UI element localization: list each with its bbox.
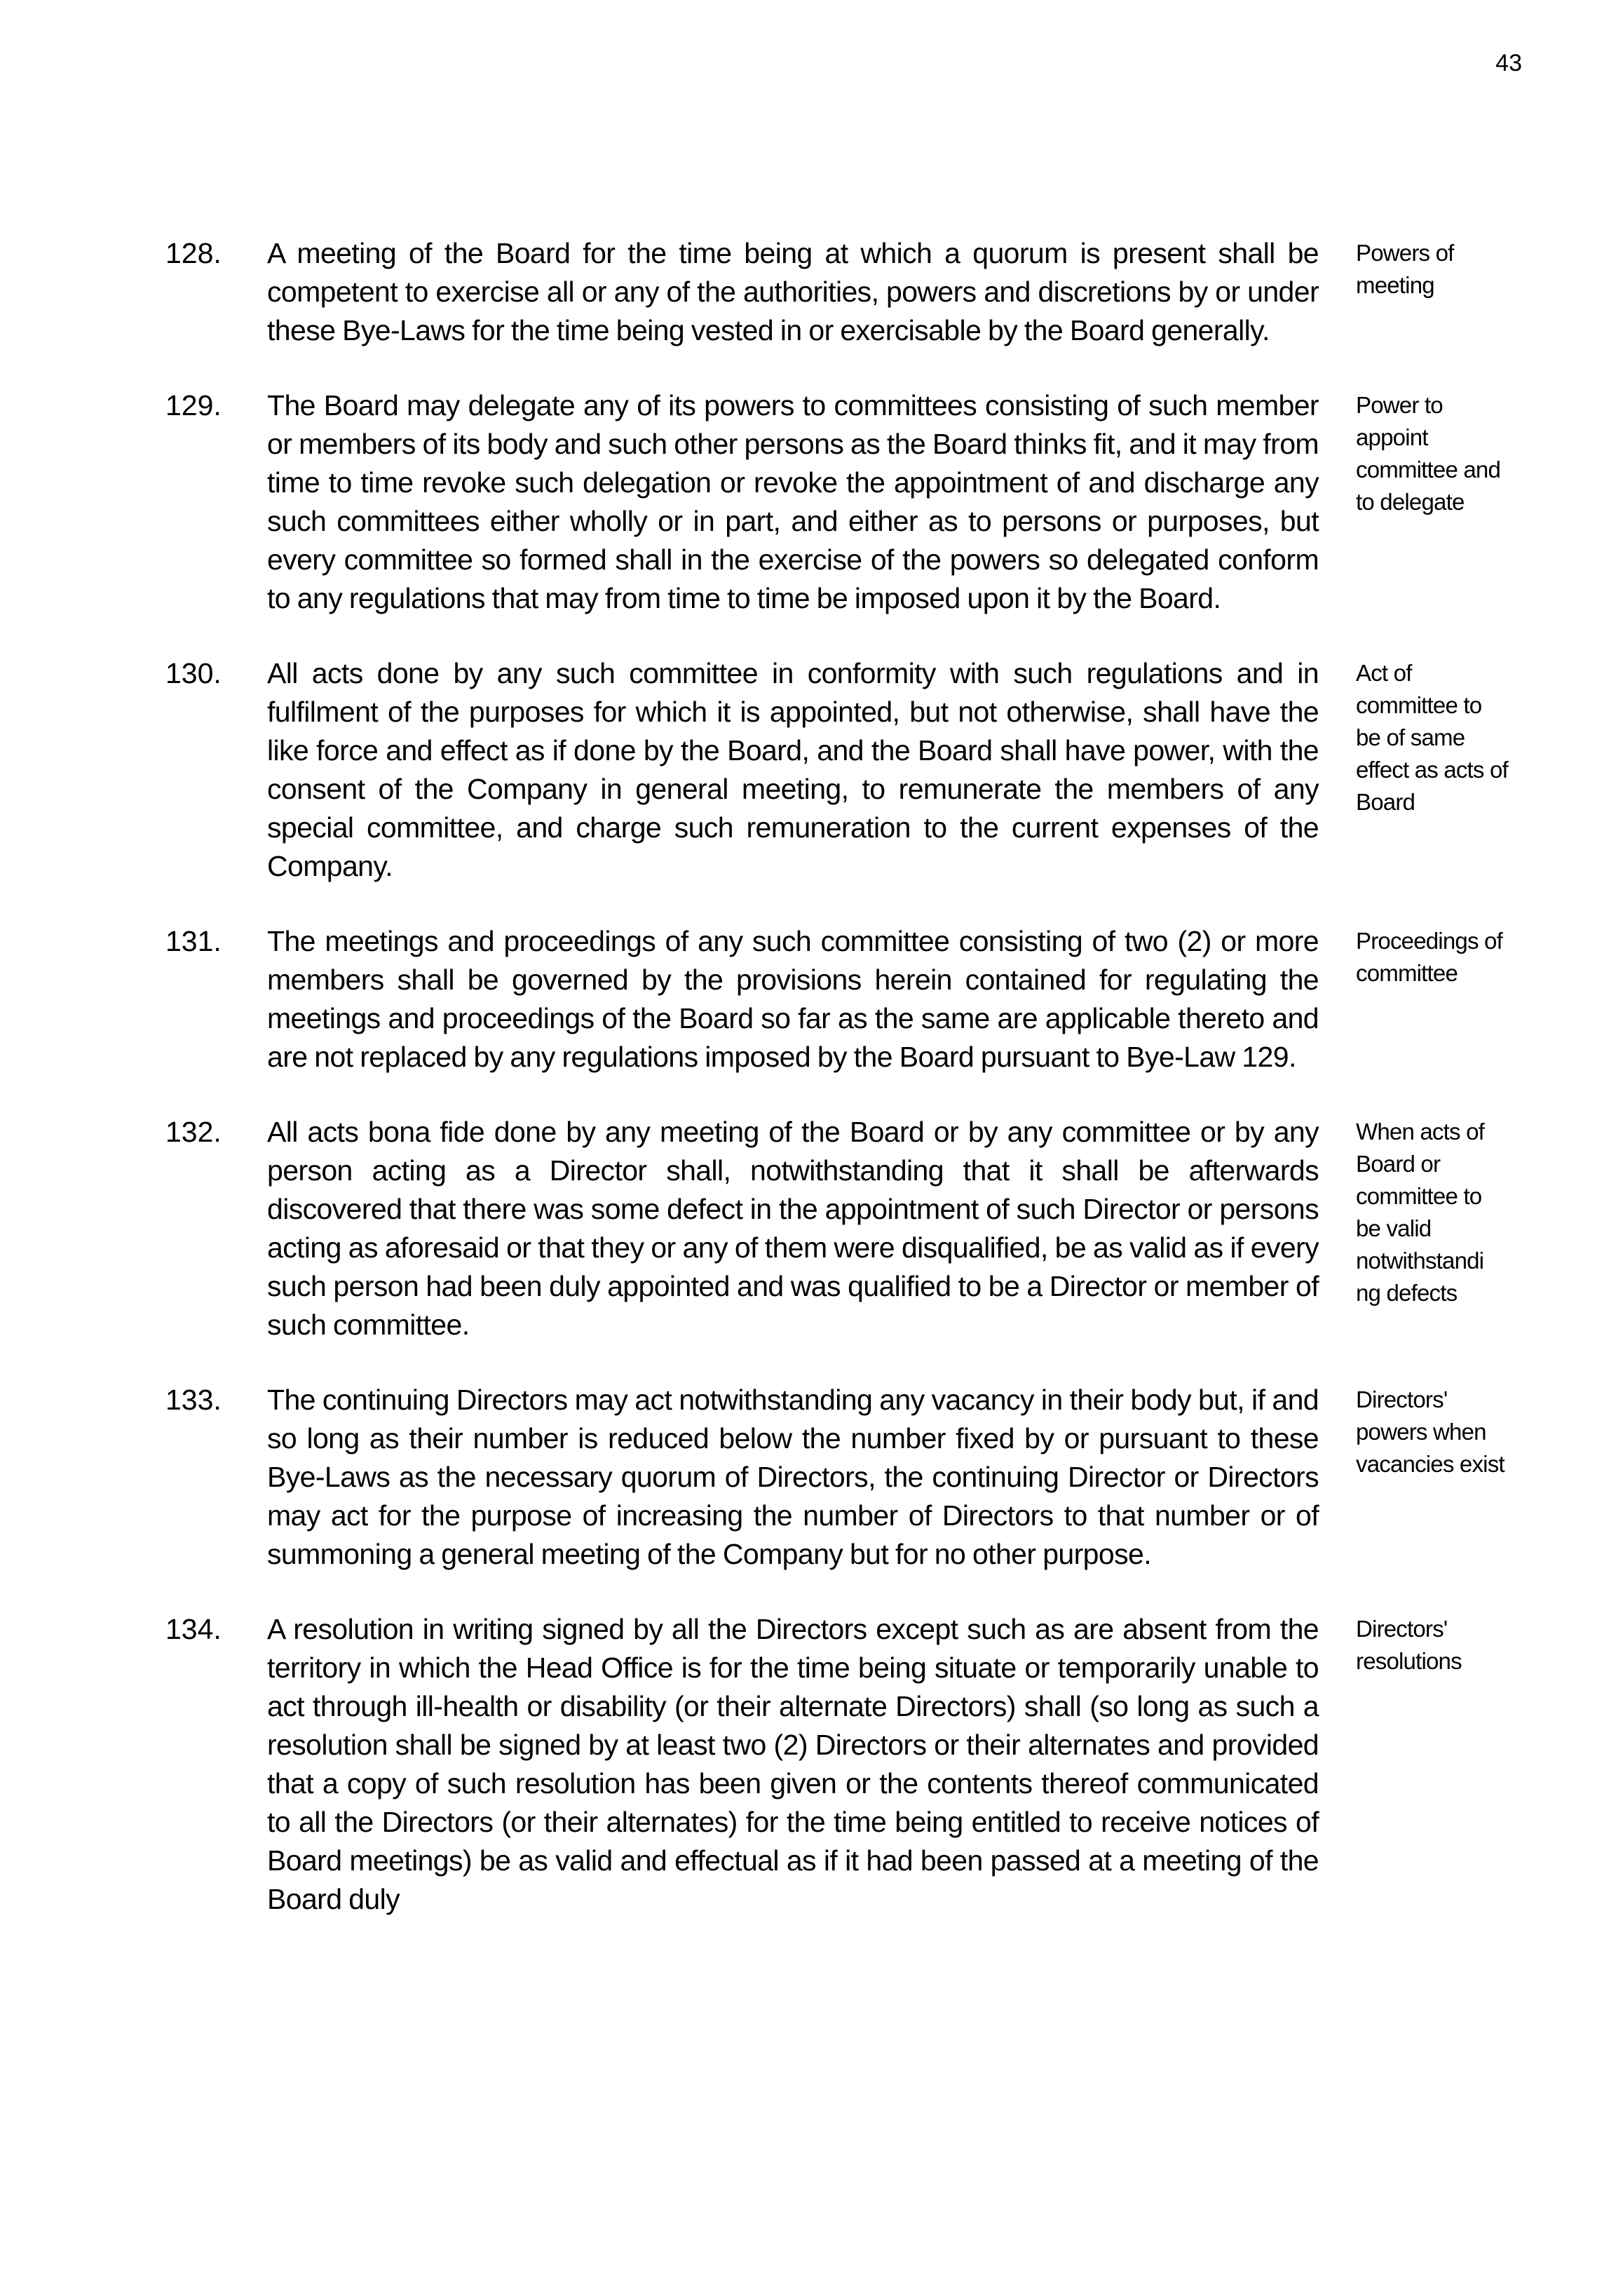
clause-134 xyxy=(0,1610,1623,1919)
clause-131 xyxy=(0,922,1623,1076)
clause-number: 129. xyxy=(165,389,222,421)
clause-number: 131. xyxy=(165,925,222,957)
clause-128 xyxy=(0,234,1623,350)
clause-number: 130. xyxy=(165,657,222,689)
margin-note: When acts of Board or committee to be valid notwithstandi ng defects xyxy=(1356,1119,1484,1306)
clause-number: 128. xyxy=(165,237,222,269)
clause-text: A meeting of the Board for the time being at which a quorum is present shall be competent to exercise all or any of the authorities, powers and discretions by or under these Bye-Laws for the time being vested in or exercisable by the Board generally. xyxy=(267,237,1319,346)
clause-text: All acts done by any such committee in conformity with such regulations and in fulfilment of the purposes for which it is appointed, but not otherwise, shall have the like force and effect as if done by the Board, and the Board shall have power, with the consent of the Company in general meeting, to remunerate the members of any special committee, and charge such remuneration to the current expenses of the Company. xyxy=(267,657,1319,882)
clause-130 xyxy=(0,654,1623,886)
margin-note: Proceedings of committee xyxy=(1356,928,1502,986)
clause-number: 132. xyxy=(165,1116,222,1148)
margin-note: Directors' resolutions xyxy=(1356,1616,1462,1674)
clause-text: The meetings and proceedings of any such committee consisting of two (2) or more members shall be governed by the provisions herein contained for regulating the meetings and proceedings of the Board so far as the same are applicable thereto and are not replaced by any regulations imposed by the Board pursuant to Bye-Law 129. xyxy=(267,925,1319,1073)
margin-note: Powers of meeting xyxy=(1356,240,1454,298)
clause-132 xyxy=(0,1113,1623,1344)
margin-note: Power to appoint committee and to delegate xyxy=(1356,392,1501,515)
clause-text: A resolution in writing signed by all the Directors except such as are absent from the territory in which the Head Office is for the time being situate or temporarily unable to act through ill-health or disability (or their alternate Directors) shall (so long as such a resolution shall be signed by at least two (2) Directors or their alternates and provided that a copy of such resolution has been given or the contents thereof communicated to all the Directors (or their alternates) for the time being entitled to receive notices of Board meetings) be as valid and effectual as if it had been passed at a meeting of the Board duly xyxy=(267,1613,1319,1915)
clause-number: 133. xyxy=(165,1384,222,1416)
clause-number: 134. xyxy=(165,1613,222,1645)
clause-133 xyxy=(0,1381,1623,1574)
clause-text: The continuing Directors may act notwithstanding any vacancy in their body but, if and so long as their number is reduced below the number fixed by or pursuant to these Bye-Laws as the necessary quorum of Directors, the continuing Director or Directors may act for the purpose of increasing the number of Directors to that number or of summoning a general meeting of the Company but for no other purpose. xyxy=(267,1384,1319,1570)
margin-note: Act of committee to be of same effect as acts of Board xyxy=(1356,660,1508,815)
clause-list xyxy=(0,234,1623,1955)
page-number: 43 xyxy=(1495,50,1522,76)
margin-note: Directors' powers when vacancies exist xyxy=(1356,1386,1505,1477)
clause-text: All acts bona fide done by any meeting of the Board or by any committee or by any person acting as a Director shall, notwithstanding that it shall be afterwards discovered that there was some defect in the appointment of such Director or persons acting as aforesaid or that they or any of them were disqualified, be as valid as if every such person had been duly appointed and was qualified to be a Director or member of such committee. xyxy=(267,1116,1319,1341)
clause-text: The Board may delegate any of its powers to committees consisting of such member or members of its body and such other persons as the Board thinks fit, and it may from time to time revoke such delegation or revoke the appointment of and discharge any such committees either wholly or in part, and either as to persons or purposes, but every committee so formed shall in the exercise of the powers so delegated conform to any regulations that may from time to time be imposed upon it by the Board. xyxy=(267,389,1319,614)
clause-129 xyxy=(0,386,1623,618)
